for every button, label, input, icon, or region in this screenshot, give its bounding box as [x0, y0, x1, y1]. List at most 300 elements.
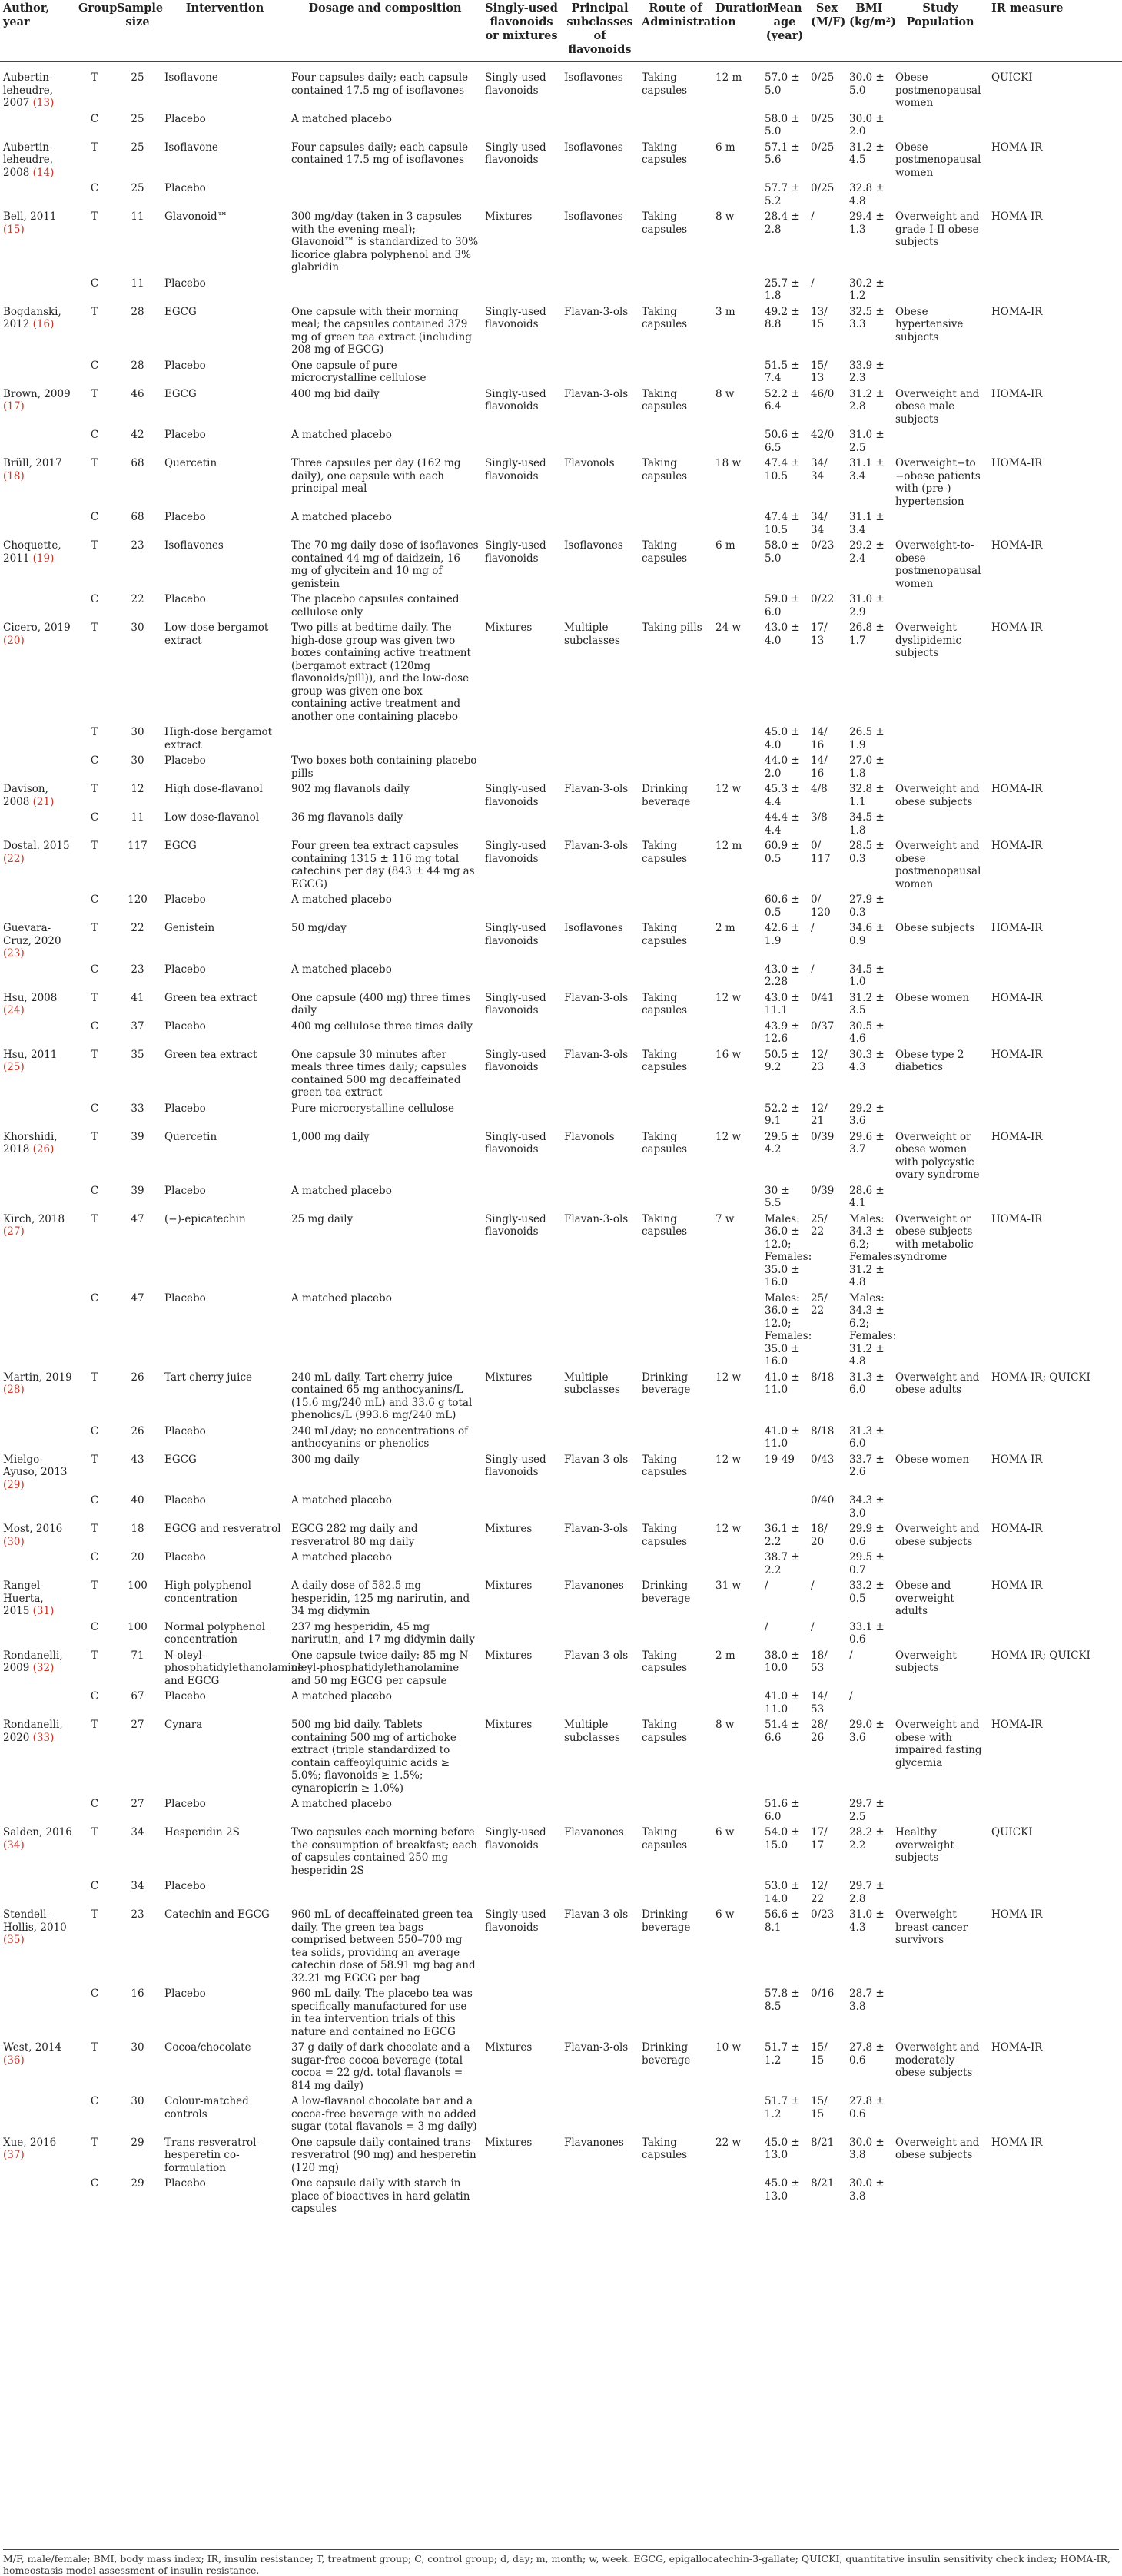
- ir-measure-cell: HOMA-IR: [991, 1580, 1043, 1592]
- ir-measure-cell: HOMA-IR: [991, 1908, 1043, 1921]
- population-cell: [892, 181, 988, 209]
- group-cell: C: [90, 754, 99, 767]
- route-cell: Taking capsules: [642, 457, 688, 482]
- reference-link[interactable]: (15): [3, 223, 25, 236]
- subclass-cell: Flavan-3-ols: [564, 1212, 629, 1225]
- sample-size-cell: 11: [131, 811, 144, 824]
- subclass-cell: Flavan-3-ols: [564, 991, 629, 1004]
- route-cell: [639, 1689, 712, 1717]
- sex-cell: /: [811, 1580, 815, 1592]
- sample-size-cell: 29: [131, 2177, 144, 2190]
- subclass-cell: Isoflavones: [564, 539, 623, 552]
- subclass-cell: [561, 1493, 639, 1521]
- dosage-cell: One capsule of pure microcrystalline cellulose: [291, 359, 427, 384]
- author-name: Kirch, 2018: [3, 1212, 65, 1225]
- bmi-cell: 29.7 ± 2.8: [849, 1880, 885, 1905]
- group-cell: T: [91, 1719, 98, 1731]
- flavonoid-type-cell: [482, 1291, 561, 1370]
- duration-cell: 6 w: [715, 1826, 735, 1838]
- author-cell: [0, 753, 75, 781]
- table-row: [0, 620, 1122, 724]
- route-cell: Drinking beverage: [642, 2041, 691, 2067]
- header-bmi: BMI (kg/m²): [846, 0, 892, 62]
- duration-cell: [712, 509, 762, 538]
- author-cell: [0, 1212, 75, 1291]
- author-cell: [0, 1183, 75, 1212]
- dosage-cell: One capsule 30 minutes after meals three times daily; capsules contained 500 mg decaffeinated green tea extract: [291, 1048, 466, 1099]
- group-cell: C: [90, 1291, 99, 1305]
- ir-measure-cell: [988, 276, 1122, 304]
- subclass-cell: [561, 1620, 639, 1648]
- author-name: Most, 2016: [3, 1523, 63, 1535]
- reference-link[interactable]: (36): [3, 2054, 25, 2067]
- author-cell: [0, 1047, 75, 1101]
- author-cell: [0, 1717, 75, 1796]
- population-cell: [892, 1291, 988, 1370]
- dosage-cell: Pure microcrystalline cellulose: [291, 1102, 454, 1115]
- flavonoid-type-cell: [482, 509, 561, 538]
- reference-link[interactable]: (27): [3, 1225, 25, 1238]
- bmi-cell: 29.4 ± 1.3: [849, 211, 885, 236]
- author-name: Xue, 2016: [3, 2136, 57, 2149]
- author-cell: [0, 1129, 75, 1183]
- population-cell: Obese hypertensive subjects: [895, 305, 964, 343]
- intervention-cell: Quercetin: [164, 457, 217, 469]
- author-name: Khorshidi, 2018: [3, 1130, 58, 1155]
- route-cell: [639, 962, 712, 990]
- author-cell: [0, 1101, 75, 1129]
- sample-size-cell: 25: [131, 71, 144, 84]
- flavonoid-type-cell: Singly-used flavonoids: [485, 991, 546, 1016]
- sex-cell: 8/21: [811, 2177, 835, 2190]
- author-cell: [0, 456, 75, 509]
- group-cell: C: [90, 593, 99, 605]
- route-cell: Taking capsules: [642, 1048, 688, 1073]
- sample-size-cell: 39: [131, 1130, 144, 1143]
- intervention-cell: Placebo: [164, 1102, 206, 1115]
- bmi-cell: 34.6 ± 0.9: [849, 922, 885, 947]
- sample-size-cell: 27: [131, 1719, 144, 1731]
- population-cell: Obese type 2 diabetics: [895, 1048, 964, 1073]
- group-cell: T: [91, 1523, 98, 1535]
- author-cell: [0, 304, 75, 358]
- dosage-cell: Two pills at bedtime daily. The high-dose group was given two boxes containing active treatment (bergamot extract (120mg flavonoids/pill)), and the low-dose group was given one box containing active treatment and another one containing placebo: [291, 622, 471, 723]
- population-cell: Overweight and obese subjects: [895, 2136, 980, 2161]
- population-cell: [892, 2176, 988, 2217]
- reference-link[interactable]: (37): [3, 2149, 25, 2161]
- reference-link[interactable]: (26): [32, 1143, 55, 1155]
- route-cell: Taking capsules: [642, 1523, 688, 1548]
- sex-cell: 18/ 20: [811, 1523, 828, 1548]
- duration-cell: 8 w: [715, 211, 735, 223]
- route-cell: Taking capsules: [642, 211, 688, 236]
- flavonoid-type-cell: [482, 1019, 561, 1047]
- sample-size-cell: 41: [131, 991, 144, 1004]
- mean-age-cell: 41.0 ± 11.0: [765, 1690, 800, 1716]
- reference-link[interactable]: (29): [3, 1478, 25, 1491]
- bmi-cell: 31.0 ± 4.3: [849, 1908, 885, 1934]
- ir-measure-cell: [988, 753, 1122, 781]
- author-name: Bogdanski, 2012: [3, 305, 61, 330]
- mean-age-cell: 28.4 ± 2.8: [765, 211, 800, 236]
- sample-size-cell: 43: [131, 1453, 144, 1466]
- mean-age-cell: 44.4 ± 4.4: [765, 811, 800, 837]
- subclass-cell: [561, 1796, 639, 1825]
- duration-cell: [712, 111, 762, 140]
- author-name: Cicero, 2019: [3, 622, 71, 634]
- dosage-cell: A matched placebo: [291, 893, 392, 906]
- route-cell: [639, 358, 712, 386]
- population-cell: Obese and overweight adults: [895, 1580, 954, 1617]
- duration-cell: [712, 181, 762, 209]
- route-cell: [639, 181, 712, 209]
- mean-age-cell: 30 ± 5.5: [765, 1184, 790, 1209]
- sex-cell: 14/ 16: [811, 726, 828, 751]
- intervention-cell: EGCG: [164, 305, 197, 318]
- sex-cell: 25/ 22: [811, 1212, 828, 1238]
- table-row: [0, 1493, 1122, 1521]
- bmi-cell: 27.8 ± 0.6: [849, 2041, 885, 2067]
- route-cell: [639, 1101, 712, 1129]
- ir-measure-cell: HOMA-IR: [991, 622, 1043, 634]
- table-row: [0, 456, 1122, 509]
- sample-size-cell: 30: [131, 2041, 144, 2054]
- flavonoid-type-cell: [482, 1878, 561, 1907]
- intervention-cell: Placebo: [164, 963, 206, 976]
- group-cell: C: [90, 112, 99, 125]
- subclass-cell: [561, 1550, 639, 1578]
- duration-cell: 10 w: [715, 2041, 742, 2054]
- table-row: [0, 1370, 1122, 1424]
- reference-link[interactable]: (23): [3, 947, 25, 960]
- flavonoid-type-cell: Mixtures: [485, 1649, 533, 1662]
- author-cell: [0, 781, 75, 810]
- population-cell: Obese postmenopausal women: [895, 141, 981, 179]
- author-cell: [0, 1796, 75, 1825]
- ir-measure-cell: [988, 1101, 1122, 1129]
- reference-link[interactable]: (34): [3, 1838, 25, 1852]
- ir-measure-cell: HOMA-IR: [991, 1523, 1043, 1535]
- table-row: [0, 1291, 1122, 1370]
- mean-age-cell: Males: 36.0 ± 12.0; Females: 35.0 ± 16.0: [765, 1291, 812, 1368]
- mean-age-cell: 50.5 ± 9.2: [765, 1048, 800, 1073]
- subclass-cell: Isoflavones: [564, 71, 623, 84]
- group-cell: C: [90, 1551, 99, 1563]
- mean-age-cell: 45.3 ± 4.4: [765, 783, 800, 808]
- duration-cell: 12 w: [715, 783, 742, 795]
- ir-measure-cell: HOMA-IR: [991, 1048, 1043, 1061]
- group-cell: T: [91, 71, 98, 84]
- ir-measure-cell: [988, 111, 1122, 140]
- population-cell: Overweight or obese subjects with metabolic syndrome: [895, 1212, 974, 1263]
- mean-age-cell: 43.9 ± 12.6: [765, 1019, 800, 1045]
- intervention-cell: Placebo: [164, 1880, 206, 1892]
- population-cell: Overweight dyslipidemic subjects: [895, 622, 962, 659]
- subclass-cell: Multiple subclasses: [564, 1719, 620, 1744]
- subclass-cell: [561, 276, 639, 304]
- bmi-cell: 31.2 ± 4.5: [849, 141, 885, 166]
- route-cell: [639, 2094, 712, 2135]
- ir-measure-cell: HOMA-IR; QUICKI: [991, 1649, 1090, 1662]
- flavonoid-type-cell: Singly-used flavonoids: [485, 141, 546, 166]
- intervention-cell: Placebo: [164, 1291, 206, 1305]
- intervention-cell: Cocoa/chocolate: [164, 2041, 251, 2054]
- author-cell: [0, 140, 75, 181]
- ir-measure-cell: [988, 1986, 1122, 2040]
- ir-measure-cell: [988, 892, 1122, 920]
- duration-cell: [712, 753, 762, 781]
- mean-age-cell: 45.0 ± 13.0: [765, 2136, 800, 2161]
- reference-link[interactable]: (24): [3, 1004, 25, 1016]
- sample-size-cell: 11: [131, 211, 144, 223]
- author-cell: [0, 1907, 75, 1986]
- population-cell: [892, 358, 988, 386]
- subclass-cell: [561, 111, 639, 140]
- population-cell: [892, 1101, 988, 1129]
- header-author: Author, year: [0, 0, 75, 62]
- ir-measure-cell: HOMA-IR: [991, 457, 1043, 469]
- dosage-cell: One capsule daily with starch in place of bioactives in hard gelatin capsules: [291, 2177, 470, 2215]
- intervention-cell: (−)-epicatechin: [164, 1212, 246, 1225]
- sex-cell: 0/ 120: [811, 893, 831, 919]
- intervention-cell: Placebo: [164, 1424, 206, 1437]
- reference-link[interactable]: (30): [3, 1535, 25, 1548]
- reference-link[interactable]: (20): [3, 634, 25, 647]
- table-row: [0, 810, 1122, 838]
- author-cell: [0, 509, 75, 538]
- table-row: [0, 838, 1122, 892]
- mean-age-cell: 59.0 ± 6.0: [765, 593, 800, 618]
- sample-size-cell: 26: [131, 1424, 144, 1437]
- reference-link[interactable]: (25): [3, 1061, 25, 1073]
- intervention-cell: Green tea extract: [164, 1048, 257, 1061]
- table-row: [0, 181, 1122, 209]
- bmi-cell: 32.8 ± 4.8: [849, 182, 885, 207]
- sample-size-cell: 39: [131, 1184, 144, 1197]
- author-name: Rondanelli, 2020: [3, 1719, 63, 1744]
- intervention-cell: Green tea extract: [164, 991, 257, 1004]
- reference-link[interactable]: (13): [32, 97, 55, 109]
- mean-age-cell: 38.0 ± 10.0: [765, 1649, 800, 1674]
- reference-link[interactable]: (33): [32, 1731, 55, 1744]
- sample-size-cell: 20: [131, 1551, 144, 1563]
- table-row: [0, 962, 1122, 990]
- intervention-cell: EGCG: [164, 840, 197, 852]
- group-cell: T: [91, 1453, 98, 1466]
- duration-cell: 6 m: [715, 141, 735, 154]
- dosage-cell: 237 mg hesperidin, 45 mg narirutin, and 17 mg didymin daily: [291, 1620, 475, 1646]
- bmi-cell: 29.7 ± 2.5: [849, 1798, 885, 1823]
- author-name: Mielgo-Ayuso, 2013: [3, 1453, 68, 1478]
- group-cell: T: [91, 922, 98, 934]
- subclass-cell: [561, 724, 639, 753]
- duration-cell: 12 w: [715, 1523, 742, 1535]
- bmi-cell: 30.5 ± 4.6: [849, 1019, 885, 1045]
- dosage-cell: 300 mg/day (taken in 3 capsules with the evening meal); Glavonoid™ is standardized to 30% licorice glabra polyphenol and 3% glabridin: [291, 211, 479, 274]
- bmi-cell: 30.3 ± 4.3: [849, 1048, 885, 1073]
- header-duration: Duration: [712, 0, 762, 62]
- population-cell: Overweight and obese with impaired fasting glycemia: [895, 1719, 982, 1769]
- sex-cell: /: [811, 211, 815, 223]
- table-row: [0, 1424, 1122, 1452]
- author-cell: [0, 962, 75, 990]
- group-cell: T: [91, 2041, 98, 2054]
- sex-cell: 13/ 15: [811, 305, 828, 330]
- ir-measure-cell: HOMA-IR: [991, 1453, 1043, 1466]
- table-row: [0, 1212, 1122, 1291]
- ir-measure-cell: HOMA-IR: [991, 305, 1043, 318]
- sex-cell: /: [811, 922, 815, 934]
- reference-link[interactable]: (28): [3, 1384, 25, 1396]
- reference-link[interactable]: (31): [32, 1605, 55, 1617]
- ir-measure-cell: [988, 1550, 1122, 1578]
- author-name: Davison, 2008: [3, 783, 48, 808]
- population-cell: Overweight and obese subjects: [895, 783, 980, 808]
- subclass-cell: Multiple subclasses: [564, 1371, 620, 1396]
- sex-cell: 0/41: [811, 991, 835, 1004]
- ir-measure-cell: [988, 427, 1122, 456]
- sample-size-cell: 42: [131, 429, 144, 441]
- table-row: [0, 1550, 1122, 1578]
- reference-link[interactable]: (35): [3, 1934, 25, 1946]
- author-cell: [0, 838, 75, 892]
- dosage-cell: Two capsules each morning before the consumption of breakfast; each of capsules contained 250 mg hesperidin 2S: [291, 1826, 477, 1877]
- group-cell: T: [91, 991, 98, 1004]
- author-cell: [0, 1648, 75, 1689]
- route-cell: [639, 592, 712, 620]
- reference-link[interactable]: (21): [32, 795, 55, 808]
- reference-link[interactable]: (16): [32, 318, 55, 330]
- group-cell: C: [90, 1184, 99, 1197]
- duration-cell: [712, 1620, 762, 1648]
- population-cell: [892, 111, 988, 140]
- flavonoid-type-cell: Singly-used flavonoids: [485, 387, 546, 413]
- group-cell: C: [90, 1494, 99, 1507]
- route-cell: Taking capsules: [642, 71, 688, 97]
- dosage-cell: Four green tea extract capsules containing 1315 ± 116 mg total catechins per day (843 ± 44 mg as EGCG): [291, 840, 475, 890]
- dosage-cell: One capsule with their morning meal; the capsules contained 379 mg of green tea extract (including 208 mg of EGCG): [291, 305, 472, 356]
- sample-size-cell: 23: [131, 963, 144, 976]
- bmi-cell: 28.7 ± 3.8: [849, 1988, 885, 2013]
- route-cell: [639, 1986, 712, 2040]
- author-name: Dostal, 2015: [3, 840, 70, 852]
- mean-age-cell: 43.0 ± 11.1: [765, 991, 800, 1016]
- route-cell: Drinking beverage: [642, 783, 691, 808]
- route-cell: [639, 724, 712, 753]
- author-cell: [0, 276, 75, 304]
- dosage-cell: Three capsules per day (162 mg daily), one capsule with each principal meal: [291, 457, 461, 495]
- route-cell: [639, 753, 712, 781]
- sex-cell: 0/43: [811, 1453, 835, 1466]
- flavonoid-type-cell: [482, 2176, 561, 2217]
- flavonoid-type-cell: [482, 1796, 561, 1825]
- duration-cell: [712, 892, 762, 920]
- reference-link[interactable]: (14): [32, 166, 55, 179]
- table-row: [0, 209, 1122, 276]
- dosage-cell: A matched placebo: [291, 1494, 392, 1507]
- author-cell: [0, 592, 75, 620]
- intervention-cell: Placebo: [164, 1494, 206, 1507]
- flavonoid-type-cell: [482, 1493, 561, 1521]
- flavonoid-type-cell: [482, 892, 561, 920]
- mean-age-cell: 42.6 ± 1.9: [765, 922, 800, 947]
- flavonoid-type-cell: Singly-used flavonoids: [485, 1453, 546, 1478]
- reference-link[interactable]: (32): [32, 1662, 55, 1674]
- ir-measure-cell: [988, 962, 1122, 990]
- ir-measure-cell: QUICKI: [991, 1826, 1033, 1838]
- mean-age-cell: 49.2 ± 8.8: [765, 305, 800, 330]
- group-cell: T: [91, 1826, 98, 1838]
- ir-measure-cell: HOMA-IR; QUICKI: [991, 1371, 1090, 1384]
- table-row: [0, 753, 1122, 781]
- dosage-cell: 1,000 mg daily: [291, 1130, 370, 1143]
- route-cell: Taking capsules: [642, 1130, 688, 1155]
- subclass-cell: Isoflavones: [564, 922, 623, 934]
- group-cell: T: [91, 1908, 98, 1921]
- mean-age-cell: 52.2 ± 6.4: [765, 387, 800, 413]
- sex-cell: 0/23: [811, 539, 835, 552]
- subclass-cell: Flavan-3-ols: [564, 305, 629, 318]
- flavonoid-type-cell: Singly-used flavonoids: [485, 1908, 546, 1934]
- intervention-cell: Trans-resveratrol-hesperetin co-formulation: [164, 2136, 261, 2174]
- route-cell: Taking capsules: [642, 840, 688, 865]
- route-cell: Taking capsules: [642, 1453, 688, 1478]
- reference-link[interactable]: (19): [32, 552, 55, 565]
- mean-age-cell: 51.6 ± 6.0: [765, 1798, 800, 1823]
- bmi-cell: 34.5 ± 1.8: [849, 811, 885, 837]
- flavonoid-type-cell: [482, 1424, 561, 1452]
- population-cell: Overweight and grade I-II obese subjects: [895, 211, 980, 248]
- mean-age-cell: /: [765, 1580, 768, 1592]
- group-cell: C: [90, 359, 99, 372]
- mean-age-cell: 51.5 ± 7.4: [765, 359, 800, 384]
- duration-cell: [712, 724, 762, 753]
- flavonoid-type-cell: Singly-used flavonoids: [485, 840, 546, 865]
- duration-cell: [712, 810, 762, 838]
- bmi-cell: 28.5 ± 0.3: [849, 840, 885, 865]
- sample-size-cell: 47: [131, 1291, 144, 1305]
- mean-age-cell: 45.0 ± 4.0: [765, 726, 800, 751]
- subclass-cell: [561, 2094, 639, 2135]
- reference-link[interactable]: (17): [3, 400, 25, 413]
- group-cell: C: [90, 2095, 99, 2107]
- reference-link[interactable]: (22): [3, 852, 25, 865]
- sex-cell: 0/25: [811, 182, 835, 194]
- mean-age-cell: 43.0 ± 4.0: [765, 622, 800, 647]
- sex-cell: 18/ 53: [811, 1649, 828, 1674]
- subclass-cell: Flavan-3-ols: [564, 2041, 629, 2054]
- table-row: [0, 920, 1122, 962]
- bmi-cell: Males: 34.3 ± 6.2; Females: 31.2 ± 4.8: [849, 1291, 897, 1368]
- population-cell: Overweight and moderately obese subjects: [895, 2041, 980, 2079]
- mean-age-cell: 57.1 ± 5.6: [765, 141, 800, 166]
- author-cell: [0, 181, 75, 209]
- dosage-cell: [288, 724, 482, 753]
- table-row: [0, 1452, 1122, 1494]
- bmi-cell: 29.9 ± 0.6: [849, 1523, 885, 1548]
- route-cell: Taking capsules: [642, 141, 688, 166]
- route-cell: Taking capsules: [642, 2136, 688, 2161]
- reference-link[interactable]: (18): [3, 469, 25, 482]
- population-cell: Obese women: [895, 1453, 970, 1466]
- ir-measure-cell: HOMA-IR: [991, 1130, 1043, 1143]
- population-cell: Overweight and obese male subjects: [895, 387, 980, 426]
- dosage-cell: A matched placebo: [291, 1798, 392, 1810]
- author-cell: [0, 427, 75, 456]
- author-cell: [0, 892, 75, 920]
- mean-age-cell: 43.0 ± 2.28: [765, 963, 800, 988]
- subclass-cell: [561, 810, 639, 838]
